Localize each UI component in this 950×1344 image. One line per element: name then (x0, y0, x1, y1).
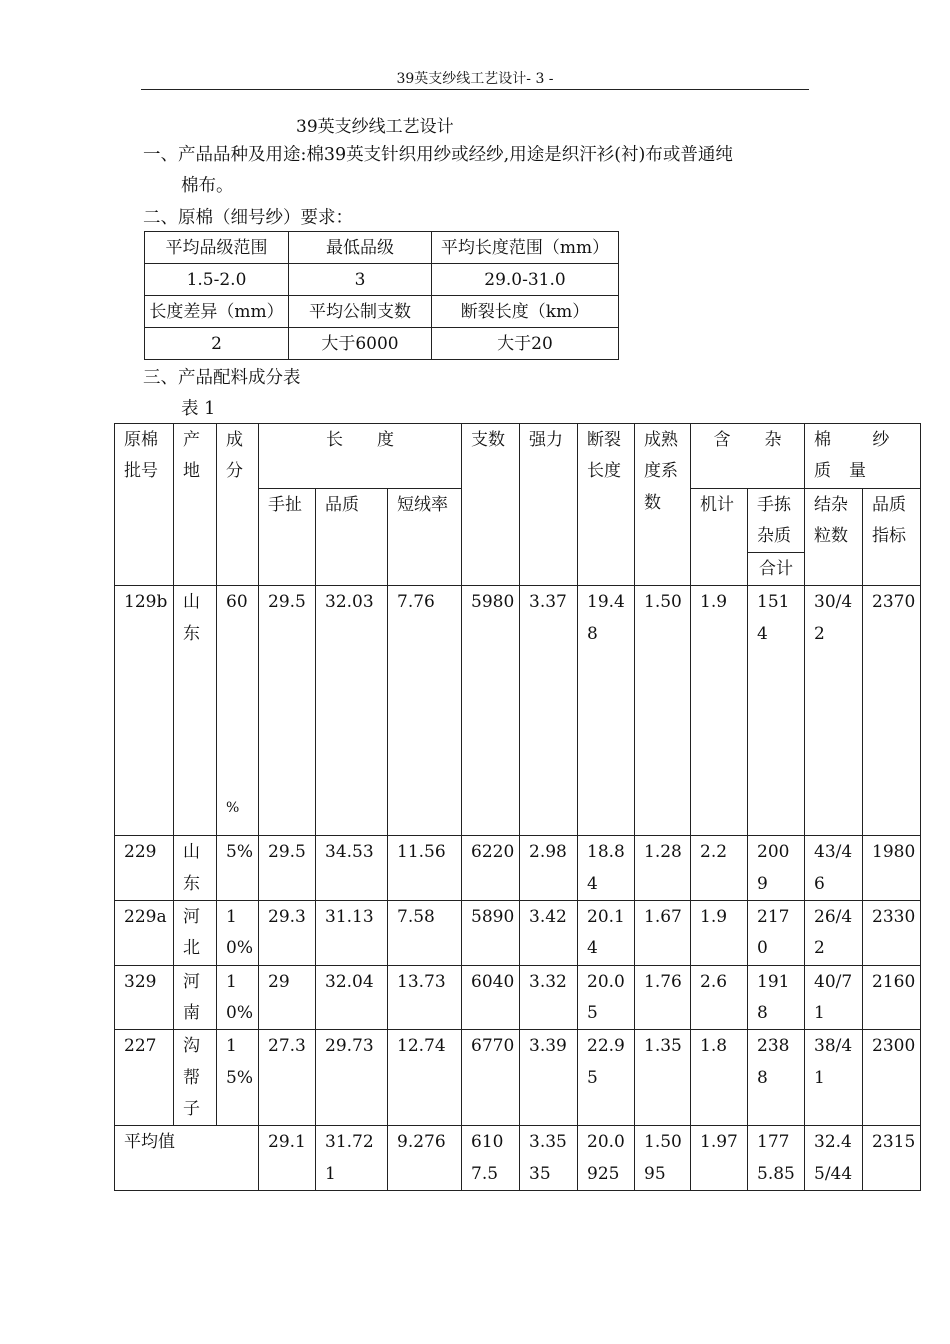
header-component: 成分 (217, 424, 259, 586)
cell-strength: 3.3535 (520, 1126, 578, 1191)
cell-component (217, 586, 259, 836)
cell-batch: 229a (115, 901, 174, 966)
cell-component: 10% (217, 965, 259, 1030)
cell-batch: 329 (115, 965, 174, 1030)
cell-neps: 32.45/44 (805, 1126, 863, 1191)
header-short-fiber: 短绒率 (388, 488, 462, 586)
cell-strength: 3.39 (520, 1030, 578, 1126)
cell-strength: 3.32 (520, 965, 578, 1030)
table-row (145, 264, 619, 296)
cell-origin: 河南 (174, 965, 217, 1030)
table-cell: 1.5-2.0 (145, 264, 289, 296)
cell-count: 5890 (462, 901, 520, 966)
requirements-table (144, 231, 619, 360)
cell-machine: 2.2 (691, 836, 748, 901)
header-yarn-quality-group: 棉 纱 质量 (805, 424, 921, 489)
cell-count: 6040 (462, 965, 520, 1030)
cell-quality: 34.53 (316, 836, 388, 901)
table-row (115, 1030, 921, 1126)
cell-maturity: 1.35 (635, 1030, 691, 1126)
header-origin: 产地 (174, 424, 217, 586)
cell-hand: 29.1 (259, 1126, 316, 1191)
header-count: 支数 (462, 424, 520, 586)
table-cell: 29.0-31.0 (432, 264, 619, 296)
header-batch: 原棉批号 (115, 424, 174, 586)
table-cell: 最低品级 (289, 232, 432, 264)
cell-hand: 29.3 (259, 901, 316, 966)
header-hand-picked: 手拣杂质 (748, 488, 805, 553)
cell-quality: 32.03 (316, 586, 388, 836)
cell-machine: 1.9 (691, 586, 748, 836)
cell-quality: 32.04 (316, 965, 388, 1030)
cell-quality-index: 1980 (863, 836, 921, 901)
cell-component: 10% (217, 901, 259, 966)
cell-count: 6107.5 (462, 1126, 520, 1191)
section1-text-line1: 一、产品品种及用途:棉39英支针织用纱或经纱,用途是织汗衫(衬)布或普通纯 (143, 145, 733, 165)
table-cell: 断裂长度（km） (432, 296, 619, 328)
cell-neps: 30/42 (805, 586, 863, 836)
table-row (145, 328, 619, 360)
table-row (115, 836, 921, 901)
table-cell: 大于20 (432, 328, 619, 360)
cell-hand: 29.5 (259, 586, 316, 836)
table-cell: 平均品级范围 (145, 232, 289, 264)
table-row (115, 901, 921, 966)
cell-quality-index: 2330 (863, 901, 921, 966)
cell-impurity: 1775.85 (748, 1126, 805, 1191)
header-quality-index: 品质指标 (863, 488, 921, 586)
header-strength: 强力 (520, 424, 578, 586)
cell-maturity: 1.76 (635, 965, 691, 1030)
cell-break-length: 19.48 (578, 586, 635, 836)
cell-break-length: 20.14 (578, 901, 635, 966)
cell-quality-index: 2160 (863, 965, 921, 1030)
cell-batch: 229 (115, 836, 174, 901)
cell-quality: 29.73 (316, 1030, 388, 1126)
table-cell: 大于6000 (289, 328, 432, 360)
header-total: 合计 (748, 553, 805, 586)
header-break-length: 断裂长度 (578, 424, 635, 586)
cell-hand: 29 (259, 965, 316, 1030)
cell-count: 6220 (462, 836, 520, 901)
cell-maturity: 1.67 (635, 901, 691, 966)
cell-batch: 227 (115, 1030, 174, 1126)
cell-origin: 河北 (174, 901, 217, 966)
table-cell: 平均长度范围（mm） (432, 232, 619, 264)
cell-maturity: 1.28 (635, 836, 691, 901)
cell-neps: 26/42 (805, 901, 863, 966)
cell-impurity: 2170 (748, 901, 805, 966)
cell-quality-index: 2300 (863, 1030, 921, 1126)
cell-machine: 1.97 (691, 1126, 748, 1191)
cell-component: 15% (217, 1030, 259, 1126)
cell-count: 5980 (462, 586, 520, 836)
cell-maturity: 1.5095 (635, 1126, 691, 1191)
table-header-row (115, 424, 921, 489)
table-average-row (115, 1126, 921, 1191)
cell-quality: 31.13 (316, 901, 388, 966)
cell-neps: 40/71 (805, 965, 863, 1030)
cell-strength: 3.42 (520, 901, 578, 966)
cell-count: 6770 (462, 1030, 520, 1126)
cell-strength: 3.37 (520, 586, 578, 836)
cell-batch: 129b (115, 586, 174, 836)
header-hand: 手扯 (259, 488, 316, 586)
cell-component: 5% (217, 836, 259, 901)
cell-impurity: 2009 (748, 836, 805, 901)
component-value: 60 (226, 592, 248, 613)
cell-impurity: 1514 (748, 586, 805, 836)
header-length-group: 长 度 (259, 424, 462, 489)
cell-short-fiber: 7.76 (388, 586, 462, 836)
header-neps: 结杂粒数 (805, 488, 863, 586)
cell-origin: 沟帮子 (174, 1030, 217, 1126)
table-caption: 表 1 (181, 399, 216, 419)
cell-strength: 2.98 (520, 836, 578, 901)
cell-short-fiber: 11.56 (388, 836, 462, 901)
cell-hand: 29.5 (259, 836, 316, 901)
table-cell: 3 (289, 264, 432, 296)
table-cell: 平均公制支数 (289, 296, 432, 328)
cell-short-fiber: 13.73 (388, 965, 462, 1030)
cell-break-length: 18.84 (578, 836, 635, 901)
cell-break-length: 22.95 (578, 1030, 635, 1126)
cell-quality-index: 2315 (863, 1126, 921, 1191)
cell-average-label: 平均值 (115, 1126, 259, 1191)
section2-heading: 二、原棉（细号纱）要求： (143, 208, 353, 228)
cell-impurity: 2388 (748, 1030, 805, 1126)
table-row (145, 232, 619, 264)
cell-machine: 1.9 (691, 901, 748, 966)
cell-origin: 山东 (174, 586, 217, 836)
cell-break-length: 20.05 (578, 965, 635, 1030)
table-row (115, 586, 921, 836)
cell-quality-index: 2370 (863, 586, 921, 836)
cell-short-fiber: 9.276 (388, 1126, 462, 1191)
cell-short-fiber: 12.74 (388, 1030, 462, 1126)
cell-quality: 31.721 (316, 1126, 388, 1191)
section3-heading: 三、产品配料成分表 (143, 368, 301, 388)
cell-machine: 2.6 (691, 965, 748, 1030)
header-rule (141, 89, 809, 90)
cell-hand: 27.3 (259, 1030, 316, 1126)
composition-table (114, 423, 921, 1191)
component-unit: % (226, 799, 240, 816)
running-header: 39英支纱线工艺设计- 3 - (396, 71, 554, 87)
header-maturity: 成熟度系数 (635, 424, 691, 586)
header-machine: 机计 (691, 488, 748, 586)
section1-text-line2: 棉布。 (181, 176, 234, 196)
cell-impurity: 1918 (748, 965, 805, 1030)
table-cell: 长度差异（mm） (145, 296, 289, 328)
cell-short-fiber: 7.58 (388, 901, 462, 966)
cell-maturity: 1.50 (635, 586, 691, 836)
table-cell: 2 (145, 328, 289, 360)
cell-neps: 43/46 (805, 836, 863, 901)
header-impurity-group: 含 杂 (691, 424, 805, 489)
cell-neps: 38/41 (805, 1030, 863, 1126)
cell-machine: 1.8 (691, 1030, 748, 1126)
table-row (115, 965, 921, 1030)
cell-origin: 山东 (174, 836, 217, 901)
cell-break-length: 20.0925 (578, 1126, 635, 1191)
table-row (145, 296, 619, 328)
document-title: 39英支纱线工艺设计 (296, 117, 454, 137)
header-quality: 品质 (316, 488, 388, 586)
